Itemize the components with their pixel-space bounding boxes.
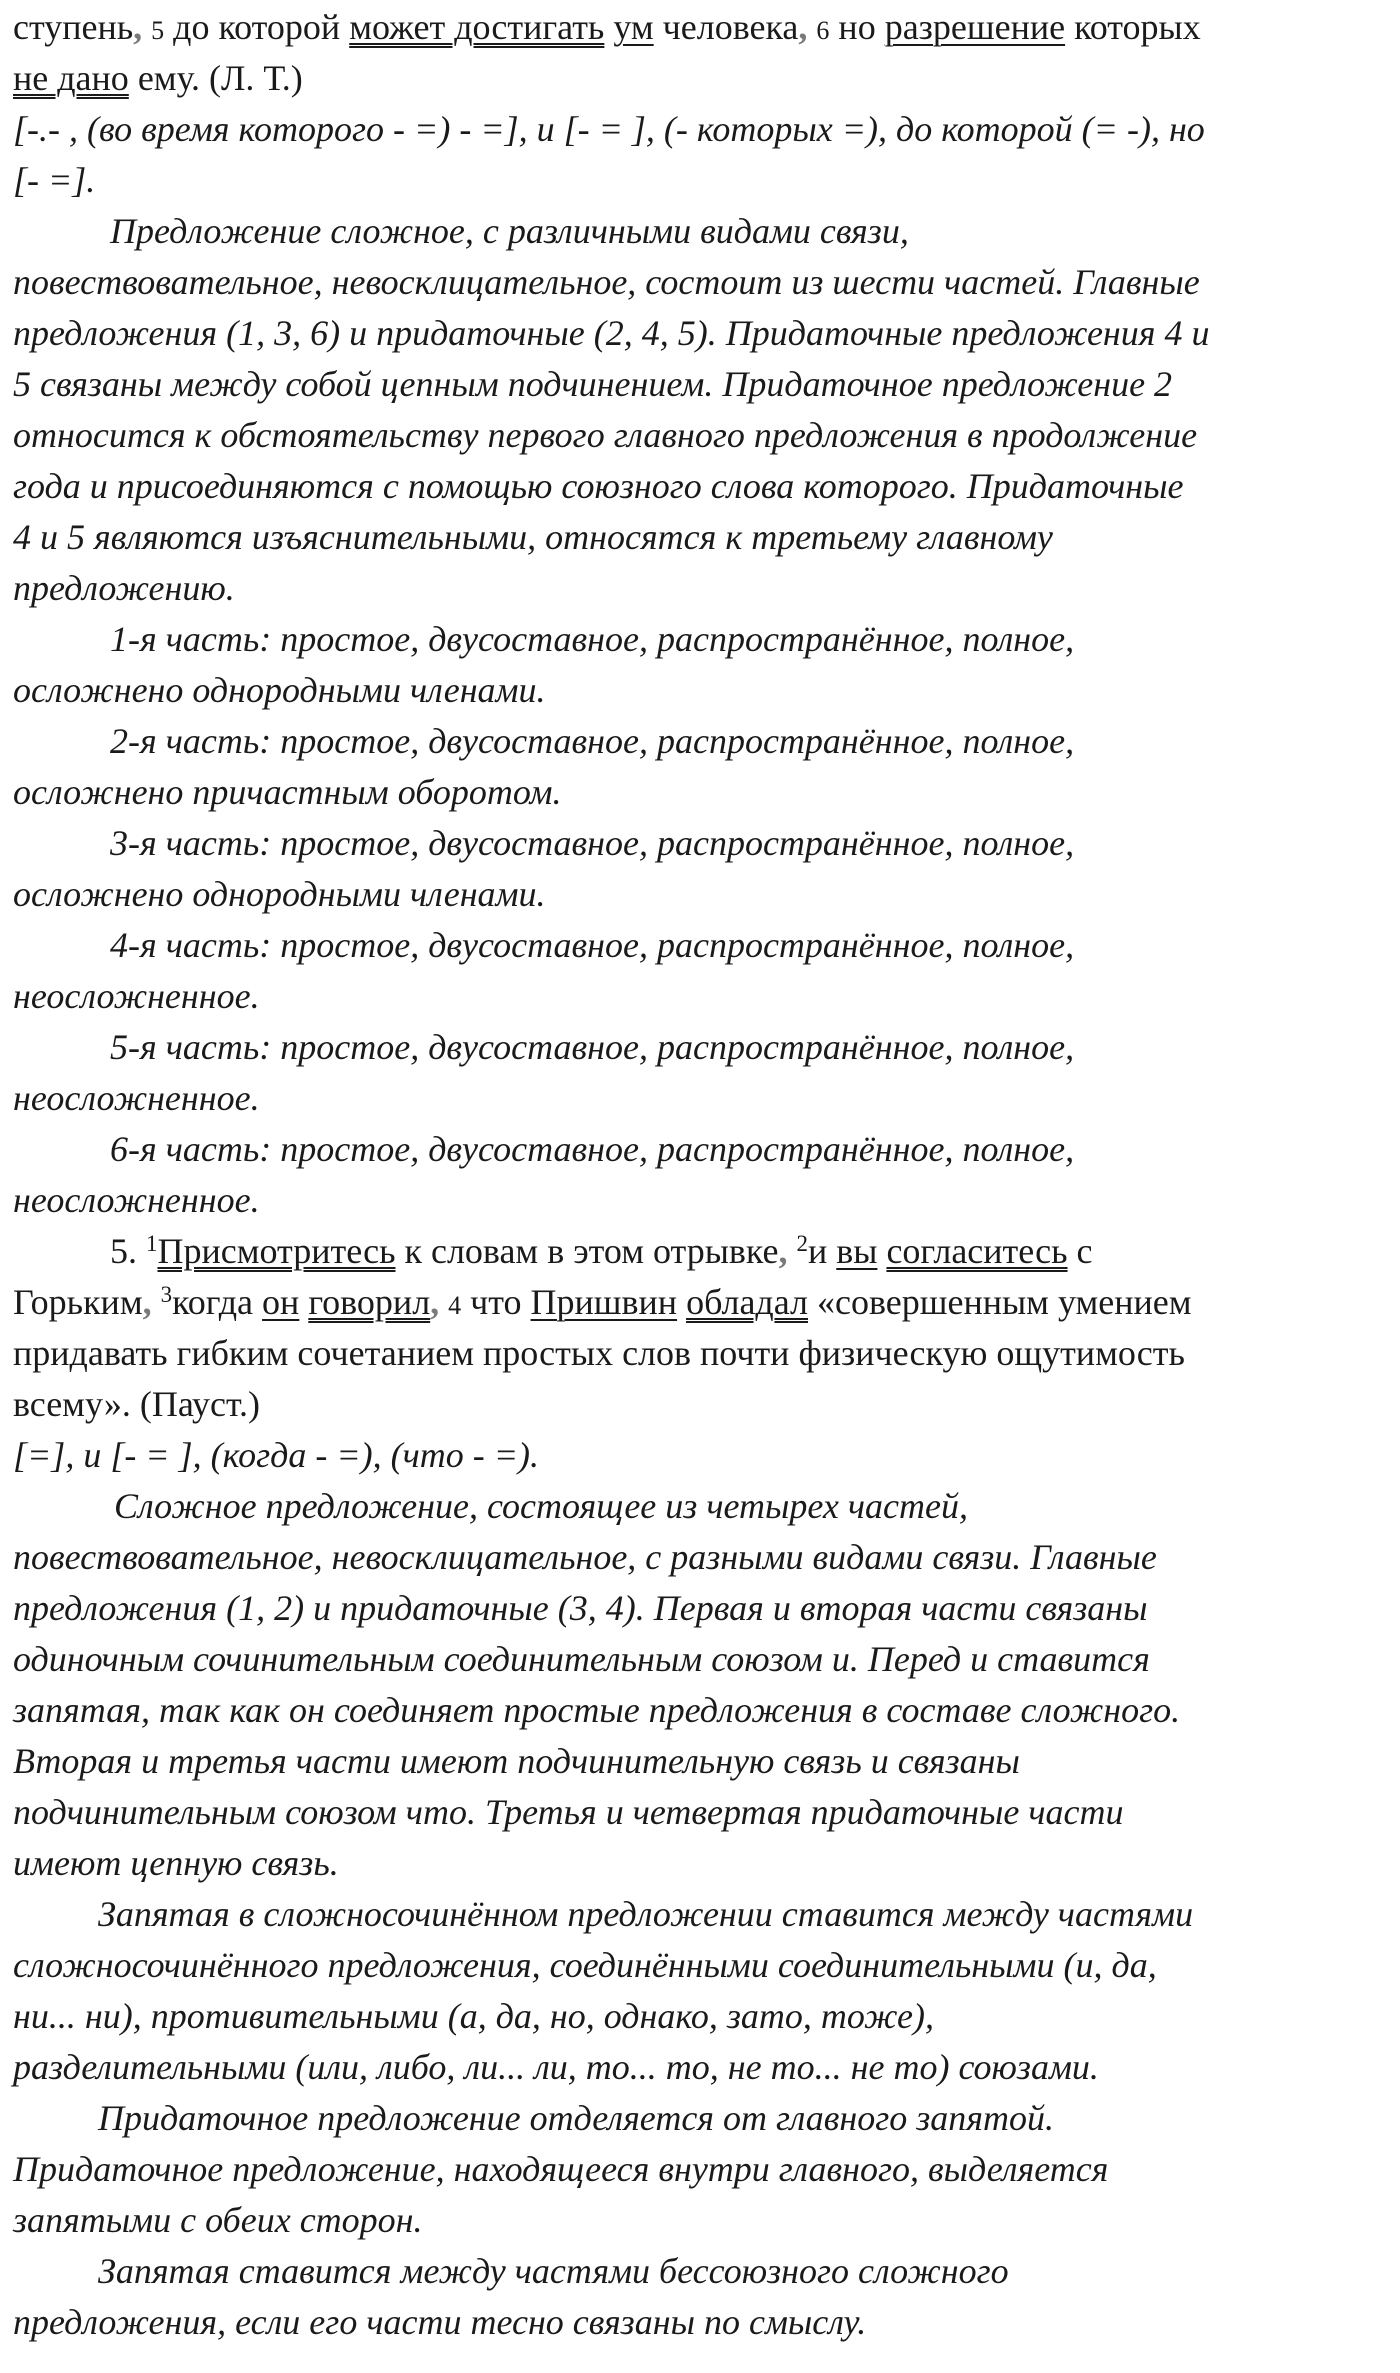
clause-number: 4 [448, 1291, 462, 1320]
rule-line: ни... ни), противительными (а, да, но, однако, зато, тоже), [13, 1996, 934, 2036]
subject: Пришвин [530, 1282, 678, 1322]
analysis-line: 5 связаны между собой цепным подчинением. Придаточное предложение 2 [13, 364, 1173, 404]
analysis-line: одиночным сочинительным соединительным союзом и. Перед и ставится [13, 1639, 1150, 1679]
sentence-line: не дано ему. (Л. Т.) [13, 58, 303, 98]
analysis-line: Предложение сложное, с различными видами связи, [110, 211, 909, 251]
sentence-line: ступень, 5 до которой может достигать ум человека, 6 но разрешение которых [13, 7, 1201, 47]
clause-number: 2 [796, 1231, 808, 1256]
predicate: согласитесь [886, 1231, 1068, 1271]
part-analysis-line: 3-я часть: простое, двусоставное, распространённое, полное, [110, 823, 1075, 863]
analysis-line: предложения (1, 2) и придаточные (3, 4). Первая и вторая части связаны [13, 1588, 1148, 1628]
clause-number: 6 [816, 16, 830, 45]
clause-number: 3 [160, 1282, 173, 1307]
example-number: 5. [110, 1231, 146, 1271]
part-analysis-line: осложнено однородными членами. [13, 670, 546, 710]
sentence-line: придавать гибким сочетанием простых слов почти физическую ощутимость [13, 1333, 1185, 1373]
punctuation-mark: , [142, 1282, 152, 1322]
predicate: Присмотритесь [157, 1231, 396, 1271]
predicate: обладал [686, 1282, 809, 1322]
analysis-line: относится к обстоятельству первого главного предложения в продолжение [13, 415, 1198, 455]
predicate: может достигать [349, 7, 605, 47]
rule-line: Запятая в сложносочинённом предложении ставится между частями [98, 1894, 1194, 1934]
rule-line: запятыми с обеих сторон. [13, 2200, 423, 2240]
rule-line: Запятая ставится между частями бессоюзного сложного [98, 2251, 1009, 2291]
analysis-line: имеют цепную связь. [13, 1843, 339, 1883]
punctuation-mark: , [430, 1282, 440, 1322]
part-analysis-line: 6-я часть: простое, двусоставное, распространённое, полное, [110, 1129, 1075, 1169]
rule-line: предложения, если его части тесно связаны по смыслу. [13, 2302, 867, 2342]
sentence-line: всему». (Пауст.) [13, 1384, 260, 1424]
part-analysis-line: осложнено однородными членами. [13, 874, 546, 914]
subject: ум [613, 7, 654, 47]
analysis-line: повествовательное, невосклицательное, состоит из шести частей. Главные [13, 262, 1200, 302]
subject: он [262, 1282, 300, 1322]
analysis-line: Вторая и третья части имеют подчинительную связь и связаны [13, 1741, 1020, 1781]
analysis-line: года и присоединяются с помощью союзного слова которого. Придаточные [13, 466, 1184, 506]
part-analysis-line: 4-я часть: простое, двусоставное, распространённое, полное, [110, 925, 1075, 965]
punctuation-mark: , [798, 7, 808, 47]
part-analysis-line: неосложненное. [13, 1180, 260, 1220]
punctuation-mark: , [778, 1231, 788, 1271]
subject: разрешение [884, 7, 1066, 47]
predicate: не дано [13, 58, 129, 98]
rule-line: сложносочинённого предложения, соединёнными соединительными (и, да, [13, 1945, 1157, 1985]
analysis-line: 4 и 5 являются изъяснительными, относятся к третьему главному [13, 517, 1053, 557]
analysis-line: повествовательное, невосклицательное, с разными видами связи. Главные [13, 1537, 1157, 1577]
part-analysis-line: 2-я часть: простое, двусоставное, распространённое, полное, [110, 721, 1075, 761]
rule-line: разделительными (или, либо, ли... ли, то... то, не то... не то) союзами. [13, 2047, 1099, 2087]
rule-line: Придаточное предложение, находящееся внутри главного, выделяется [13, 2149, 1109, 2189]
clause-number: 1 [146, 1231, 158, 1256]
clause-number: 5 [151, 16, 165, 45]
part-analysis-line: 5-я часть: простое, двусоставное, распространённое, полное, [110, 1027, 1075, 1067]
punctuation-mark: , [133, 7, 143, 47]
sentence-scheme: [=], и [- = ], (когда - =), (что - =). [13, 1435, 540, 1475]
analysis-line: предложения (1, 3, 6) и придаточные (2, 4, 5). Придаточные предложения 4 и [13, 313, 1210, 353]
analysis-line: Сложное предложение, состоящее из четырех частей, [114, 1486, 968, 1526]
predicate: говорил [308, 1282, 431, 1322]
part-analysis-line: неосложненное. [13, 1078, 260, 1118]
sentence-line: 5. $^1$Присмотритесь к словам в этом отрывке, $^2$и вы согласитесь с [110, 1231, 1093, 1271]
part-analysis-line: неосложненное. [13, 976, 260, 1016]
sentence-scheme: [-.- , (во время которого - =) - =], и [- = ], (- которых =), до которой (= -), но [13, 109, 1205, 149]
sentence-scheme: [- =]. [13, 160, 96, 200]
analysis-line: подчинительным союзом что. Третья и четвертая придаточные части [13, 1792, 1124, 1832]
sentence-line: Горьким, $^3$когда он говорил, 4 что Пришвин обладал «совершенным умением [13, 1282, 1192, 1322]
subject: вы [836, 1231, 878, 1271]
analysis-line: предложению. [13, 568, 235, 608]
rule-line: Придаточное предложение отделяется от главного запятой. [98, 2098, 1055, 2138]
part-analysis-line: 1-я часть: простое, двусоставное, распространённое, полное, [110, 619, 1075, 659]
analysis-line: запятая, так как он соединяет простые предложения в составе сложного. [13, 1690, 1181, 1730]
part-analysis-line: осложнено причастным оборотом. [13, 772, 562, 812]
